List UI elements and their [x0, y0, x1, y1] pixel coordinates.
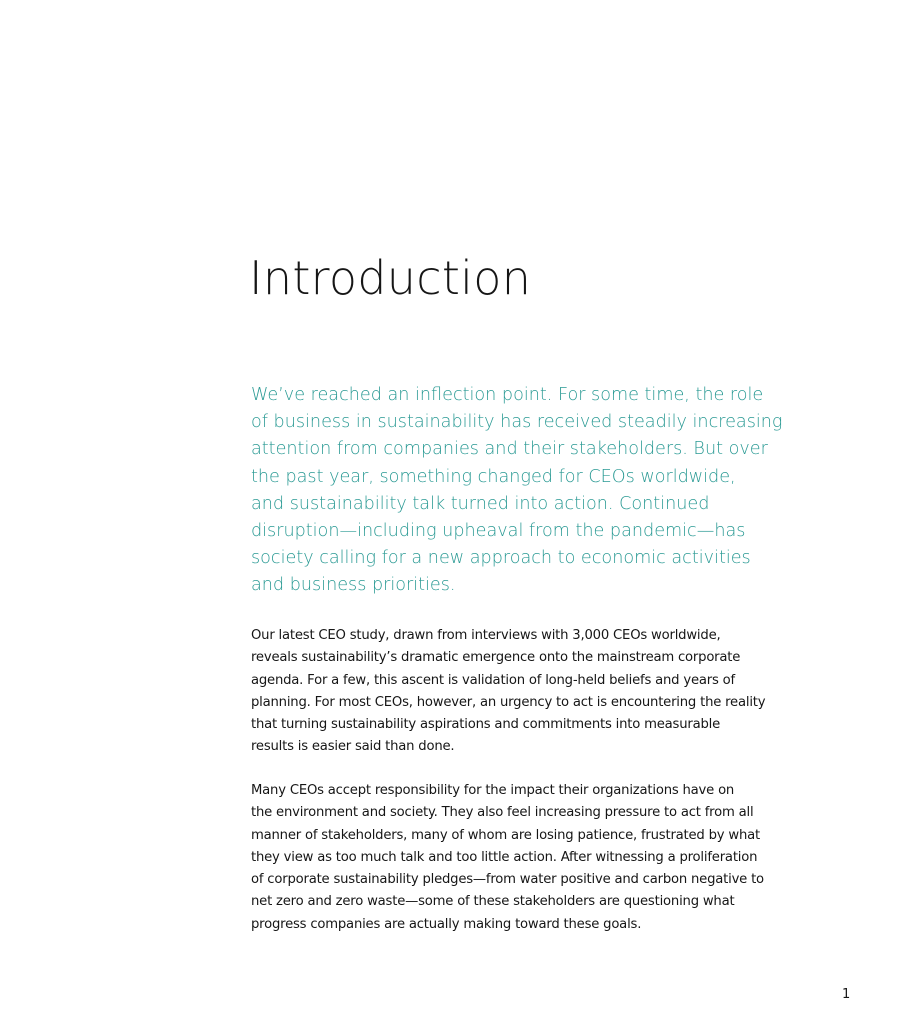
lead-line: the past year, something changed for CEOs worldwide,: [251, 466, 736, 487]
intro-lead-paragraph: [251, 382, 783, 600]
lead-line: disruption—including upheaval from the pandemic—has: [251, 521, 746, 542]
body-line: planning. For most CEOs, however, an urgency to act is encountering the reality: [251, 694, 766, 710]
body-line: reveals sustainability’s dramatic emergence onto the mainstream corporate: [251, 650, 741, 666]
body-line: that turning sustainability aspirations and commitments into measurable: [251, 717, 721, 733]
lead-line: of business in sustainability has received steadily increasing: [251, 412, 783, 433]
body-line: the environment and society. They also feel increasing pressure to act from all: [251, 805, 754, 821]
body-line: progress companies are actually making toward these goals.: [251, 916, 642, 932]
body-line: of corporate sustainability pledges—from water positive and carbon negative to: [251, 872, 764, 888]
body-line: results is easier said than done.: [251, 739, 455, 755]
body-line: Many CEOs accept responsibility for the impact their organizations have on: [251, 783, 735, 798]
body-paragraph-stakeholder-pressure: [251, 780, 771, 936]
lead-line: and sustainability talk turned into action. Continued: [251, 493, 710, 514]
page-title: Introduction: [249, 251, 532, 305]
body-line: agenda. For a few, this ascent is validation of long-held beliefs and years of: [251, 672, 735, 688]
body-line: net zero and zero waste—some of these stakeholders are questioning what: [251, 894, 735, 910]
page-number: 1: [842, 987, 851, 1002]
body-paragraph-ceo-study: [251, 625, 771, 759]
body-line: manner of stakeholders, many of whom are losing patience, frustrated by what: [251, 827, 760, 843]
body-line: they view as too much talk and too little action. After witnessing a proliferation: [251, 849, 758, 865]
lead-line: attention from companies and their stakeholders. But over: [251, 439, 768, 460]
body-line: Our latest CEO study, drawn from interviews with 3,000 CEOs worldwide,: [251, 628, 721, 643]
lead-line: society calling for a new approach to economic activities: [251, 548, 751, 569]
lead-line: We’ve reached an inflection point. For some time, the role: [251, 385, 764, 405]
lead-line: and business priorities.: [251, 575, 456, 596]
